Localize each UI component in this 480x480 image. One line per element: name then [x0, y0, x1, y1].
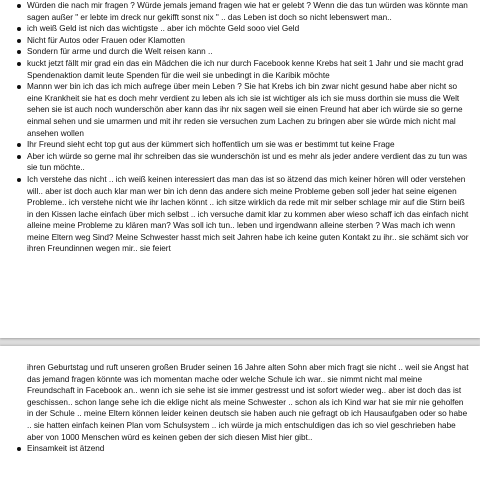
bullet-icon: [17, 447, 21, 451]
list-item: [27, 46, 470, 58]
bullet-icon: [17, 155, 21, 159]
list-item: [27, 23, 470, 35]
bullet-icon: [17, 178, 21, 182]
continuation-paragraph: ihren Geburtstag und ruft unseren großen Bruder seinen 16 Jahre alten Sohn aber mich fragt sie nicht .. weil sie Angst hat das jemand fragen könnte was ich momentan mache oder welche Schule ich war.. sie nimmt nicht mal meine Freundschaft in Facebook an.. wenn ich sie sehe ist sie immer gestresst und ist sofort wieder weg.. aber ist doch das ist geschissen.. schon lange sehe ich die eklige nicht als meine Schwester .. schon als ich Kind war hat sie mir nie geholfen in der Schule .. meine Eltern können leider keinen deutsch sie haben auch nie gefragt ob ich Hausaufgaben oder so habe .. sie hatten einfach keinen Plan vom Schulsystem .. ich würde ja mich entschuldigen das ich so viel geschrieben habe aber von 1000 Menschen würd es keinen geben der sich diesen Mist hier gibt..: [27, 363, 469, 442]
list-item: [27, 0, 470, 23]
list-item-text: kuckt jetzt fällt mir grad ein das ein Mädchen die ich nur durch Facebook kenne Krebs hat seit 1 Jahr und sie macht grad Spendenaktion damit leute Spenden für die weil sie unbedingt in die Karibik möchte: [27, 58, 464, 80]
bullet-icon: [17, 50, 21, 54]
list-item: [27, 174, 470, 255]
list-item-text: Aber ich würde so gerne mal ihr schreiben das sie wunderschön ist und es mehr als jeder andere verdient das zu tun was sie tun möchte..: [27, 151, 468, 173]
bullet-icon: [17, 39, 21, 43]
list-item: [27, 35, 470, 47]
list-item: [27, 58, 470, 81]
list-item: [27, 139, 470, 151]
bullet-icon: [17, 62, 21, 66]
bullet-icon: [17, 143, 21, 147]
list-item-text: Ich verstehe das nicht .. ich weiß keinen interessiert das man das ist so ätzend das mich keiner hören will oder verstehen will.. aber ist doch auch klar man wer bin ich denn das andere sich meine Probleme geben soll jeder hat seine eigenen Probleme.. ich verstehe nicht wie ihr lachen könnt .. ich sitze wirklich da rede mit mir selber schlage mir auf die Stirn beiß in den Kissen lache einfach über mich selbst .. ich versuche damit klar zu kommen aber wieso schaff ich das einfach nicht alleine meine Probleme zu klären man? Was soll ich tun.. leben und irgendwann alleine sterben ? Was mach ich wenn meine Eltern weg Sind? Meine Schwester hasst mich seit Jahren habe ich keine guten Kontakt zu ihr.. sie schämt sich vor ihren Freundinnen wegen mir.. sie feiert: [27, 174, 469, 254]
bullet-icon: [17, 27, 21, 31]
list-item: [27, 81, 470, 139]
document-page-2: [0, 346, 480, 480]
list-item-text: ich weiß Geld ist nich das wichtigste .. aber ich möchte Geld sooo viel Geld: [27, 24, 300, 34]
list-item-text: Ihr Freund sieht echt top gut aus der kümmert sich hoffentlich um sie was er bestimmt tut keine Frage: [27, 140, 395, 150]
bullet-list: [0, 443, 480, 455]
list-item: [27, 151, 470, 174]
list-item: [27, 443, 470, 455]
list-item-text: Nicht für Autos oder Frauen oder Klamotten: [27, 35, 185, 45]
list-item-text: Einsamkeit ist ätzend: [27, 444, 105, 454]
list-item-text: Sondern für arme und durch die Welt reisen kann ..: [27, 47, 213, 57]
list-item-text: Würden die nach mir fragen ? Würde jemals jemand fragen wie hat er gelebt ? Wenn die das tun würden was könnte man sagen außer " er lebte im dreck nur gekifft sonst nix " .. das Leben ist doch so nicht lebenswert man..: [27, 1, 468, 22]
bullet-icon: [17, 85, 21, 89]
bullet-icon: [17, 4, 21, 8]
list-item-text: Mannn wer bin ich das ich mich aufrege über mein Leben ? Sie hat Krebs ich bin zwar nicht gesund habe aber nicht so eine Krankheit sie hat es doch mehr verdient zu leben als ich sie ist wichtiger als ich sie muss dorthin sie muss die Welt sehen sie ist auch noch wunderschön aber kann das ihr nix sagen weil sie einen Freund hat aber ich würde sie so gerne einmal sehen und sie umarmen und mit ihr reden sie versuchen zum Lachen zu bringen aber sie würde mich nicht mal ansehen wollen: [27, 82, 463, 138]
